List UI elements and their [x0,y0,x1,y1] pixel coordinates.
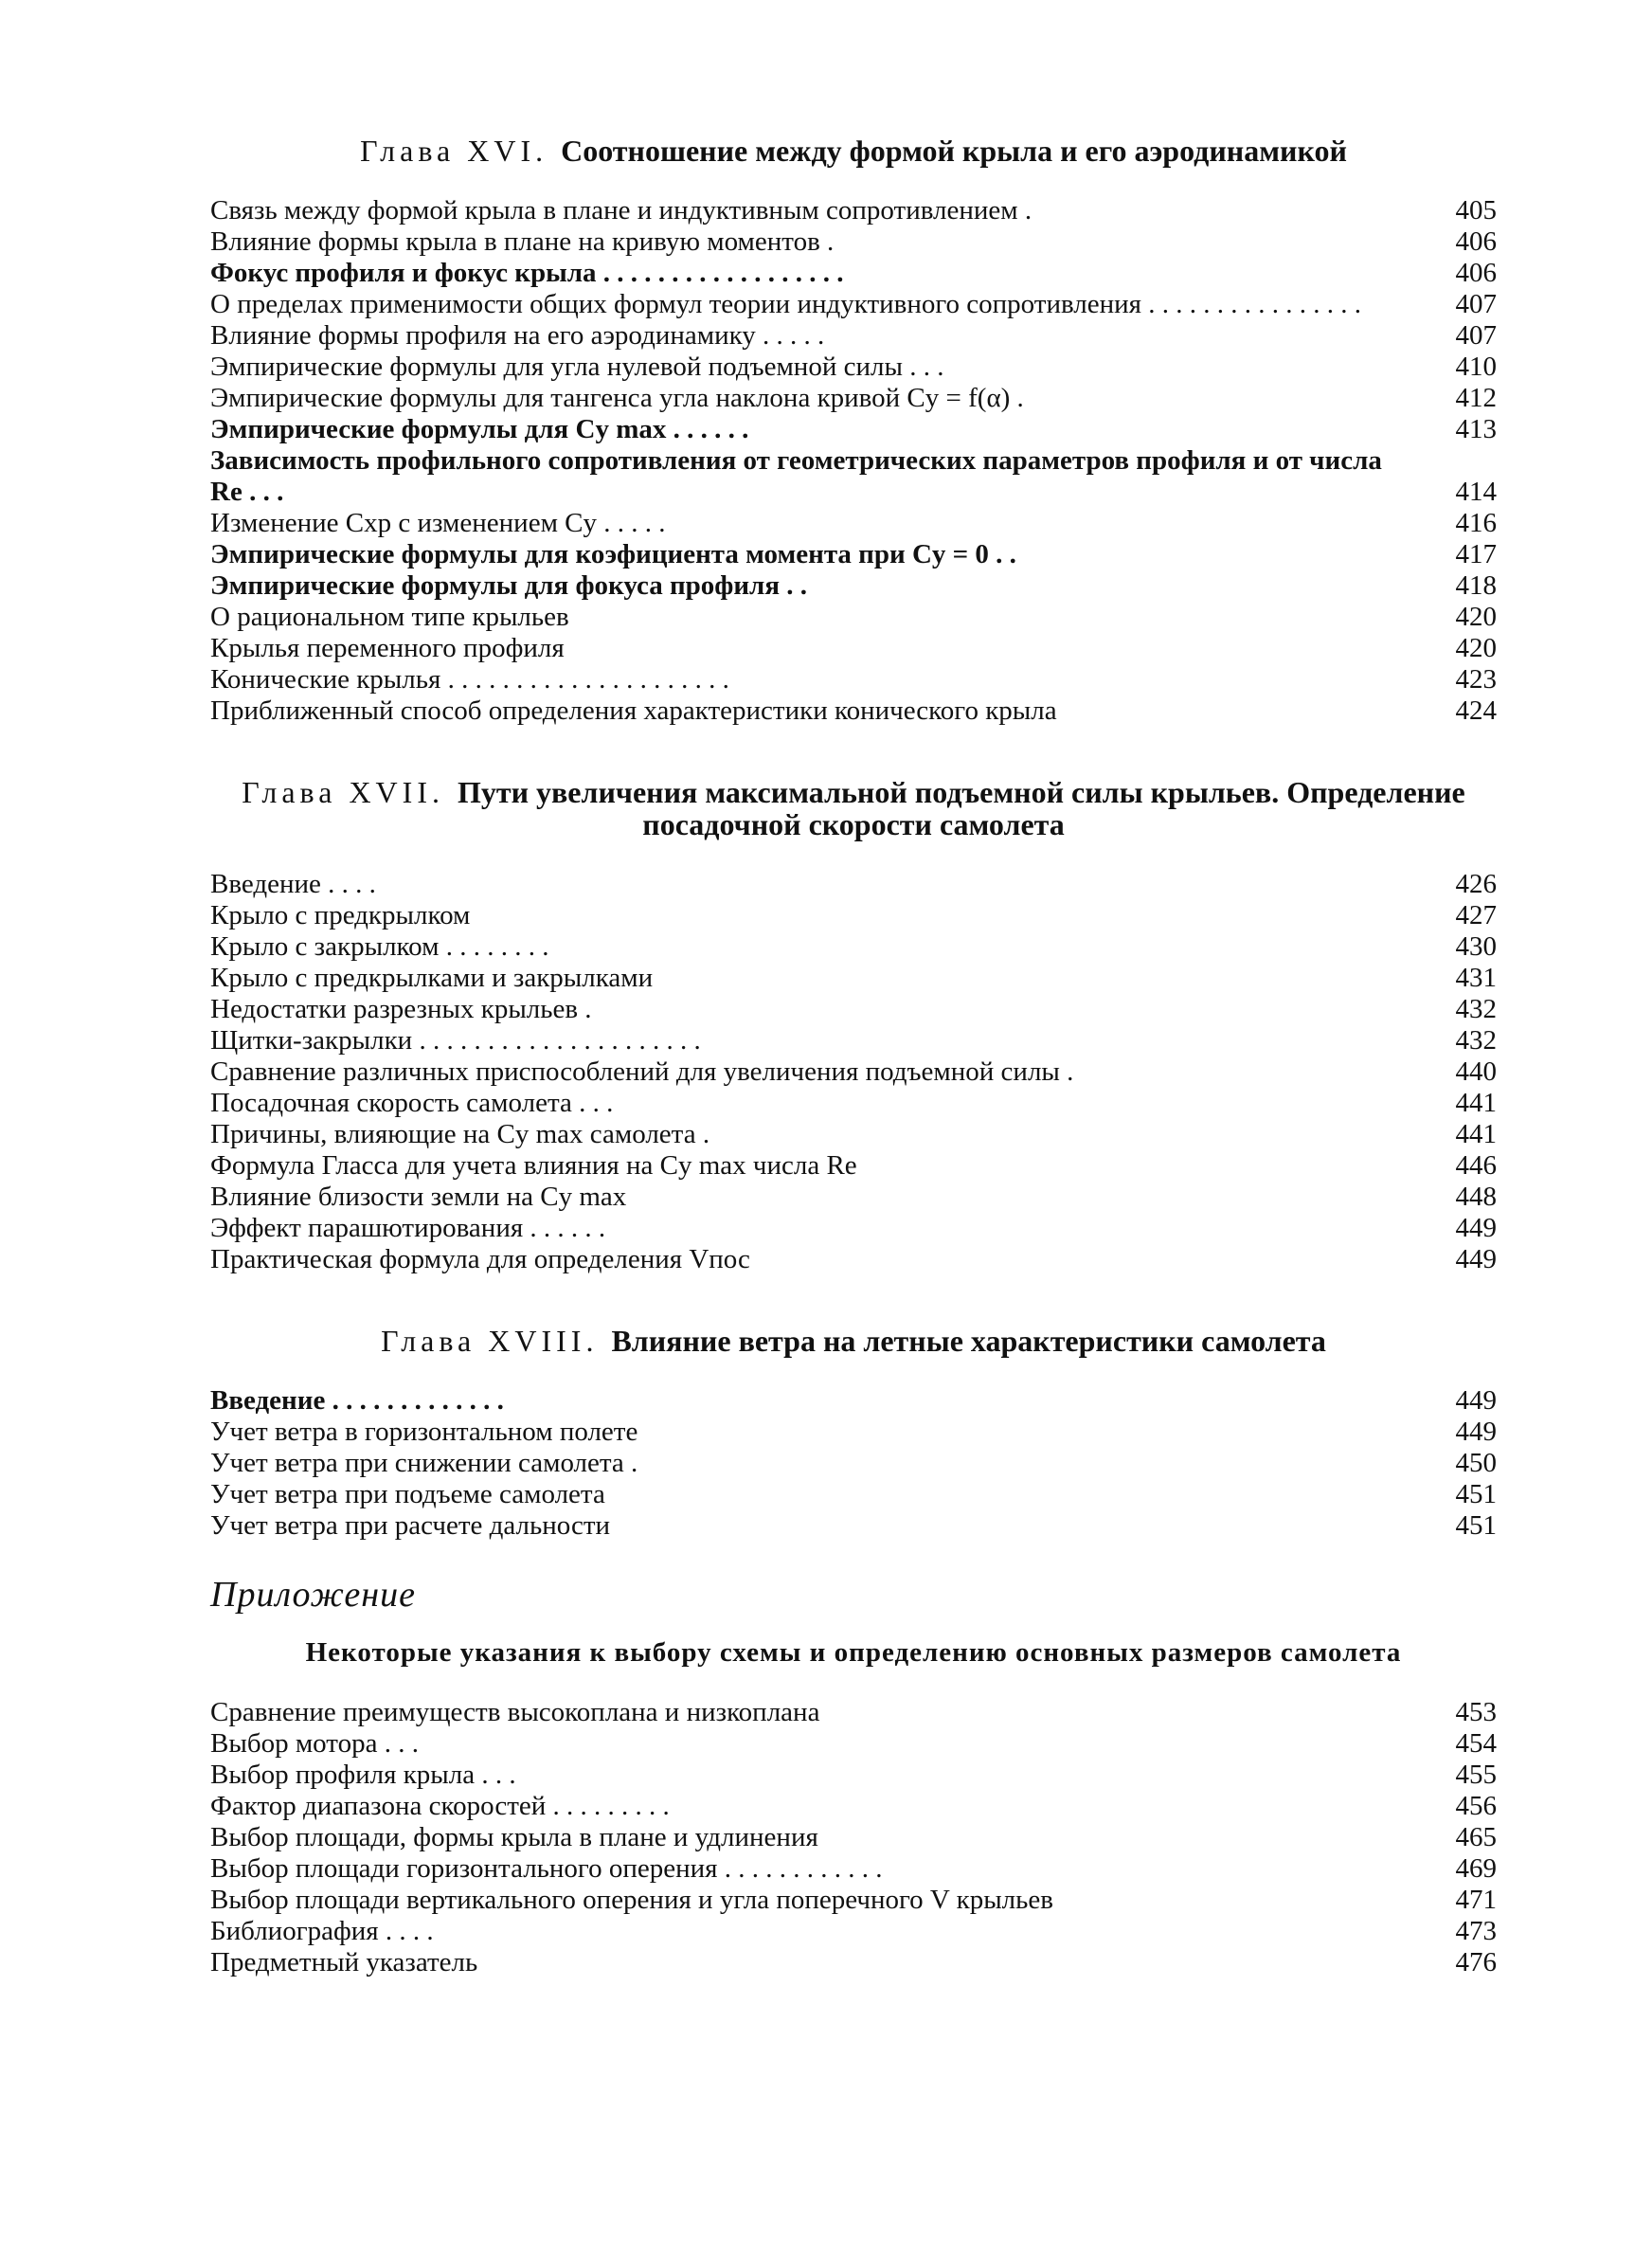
chapter-heading: Влияние ветра на летные характеристики самолета [611,1324,1326,1358]
entry-text: Выбор профиля крыла . . . [210,1760,516,1790]
entry-text: Фактор диапазона скоростей . . . . . . . . . [210,1791,670,1821]
toc-entry [210,226,1497,258]
entry-text: Изменение Cxp с изменением Cy . . . . . [210,508,666,538]
toc-entry [210,1025,1497,1056]
entry-text: Введение . . . . [210,869,376,899]
chapter-entries [210,869,1497,1275]
chapter-heading: Пути увеличения максимальной подъемной силы крыльев. Определение посадочной скорости самолета [457,775,1465,841]
appendix [210,1574,1497,1978]
toc-entry [210,900,1497,931]
toc-entry [210,1150,1497,1182]
toc-entry [210,445,1497,508]
entry-text: Крыло с предкрылком [210,900,471,930]
chapter-heading: Соотношение между формой крыла и его аэродинамикой [561,134,1347,168]
entry-text: Щитки-закрылки . . . . . . . . . . . . . . . . . . . . . [210,1025,701,1056]
toc-entry [210,289,1497,320]
toc-entry [210,383,1497,414]
entry-page: 454 [1455,1728,1497,1759]
entry-page: 410 [1455,352,1497,382]
toc-entry [210,1119,1497,1150]
entry-page: 449 [1455,1385,1497,1416]
toc-entry [210,695,1497,727]
entry-text: Введение . . . . . . . . . . . . . [210,1385,504,1416]
entry-text: Крылья переменного профиля [210,633,565,663]
entry-page: 426 [1455,869,1497,899]
entry-page: 430 [1455,931,1497,962]
entry-text: Учет ветра при расчете дальности [210,1510,611,1541]
toc-entry [210,1213,1497,1244]
entry-text: Выбор площади горизонтального оперения . . . . . . . . . . . . [210,1853,883,1884]
toc-entry [210,1510,1497,1542]
entry-page: 417 [1455,539,1497,569]
entry-text: Крыло с предкрылками и закрылками [210,963,654,993]
entry-page: 413 [1455,414,1497,444]
toc-entry [210,1728,1497,1760]
chapter-entries [210,1385,1497,1542]
toc-entry [210,1244,1497,1275]
entry-text: Зависимость профильного сопротивления от геометрических параметров профиля и от числа Re . . . [210,445,1382,507]
toc-entry [210,1697,1497,1728]
toc-entry [210,258,1497,289]
entry-text: Практическая формула для определения Vпос [210,1244,750,1274]
toc-entry [210,994,1497,1025]
appendix-title: Некоторые указания к выбору схемы и определению основных размеров самолета [305,1637,1402,1668]
toc-entry [210,1448,1497,1479]
entry-text: Эмпирические формулы для угла нулевой подъемной силы . . . [210,352,944,382]
toc-entry [210,1885,1497,1916]
chapter-title [210,135,1497,167]
toc-entry [210,1479,1497,1510]
toc-entry [210,1853,1497,1885]
toc-entry [210,320,1497,352]
entry-page: 451 [1455,1510,1497,1541]
chapter-16 [210,135,1497,727]
entry-page: 405 [1455,195,1497,226]
entry-text: Крыло с закрылком . . . . . . . . [210,931,549,962]
entry-text: Эффект парашютирования . . . . . . [210,1213,606,1243]
entry-text: Учет ветра при снижении самолета . [210,1448,638,1478]
toc-entry [210,602,1497,633]
entry-page: 432 [1455,1025,1497,1056]
toc-entry [210,1947,1497,1978]
entry-text: Влияние формы крыла в плане на кривую моментов . [210,226,835,257]
entry-page: 453 [1455,1697,1497,1727]
toc-entry [210,508,1497,539]
entry-page: 449 [1455,1244,1497,1274]
entry-page: 471 [1455,1885,1497,1915]
toc-entry [210,195,1497,226]
entry-text: Выбор мотора . . . [210,1728,419,1759]
entry-text: Учет ветра в горизонтальном полете [210,1417,638,1447]
toc-entry [210,1182,1497,1213]
entry-page: 427 [1455,900,1497,930]
entry-text: Выбор площади вертикального оперения и угла поперечного V крыльев [210,1885,1053,1915]
toc-entry [210,1822,1497,1853]
entry-page: 412 [1455,383,1497,413]
toc-entry [210,633,1497,664]
entry-page: 451 [1455,1479,1497,1509]
entry-text: Эмпирические формулы для коэфициента момента при Cy = 0 . . [210,539,1016,569]
entry-page: 432 [1455,994,1497,1024]
entry-text: О рациональном типе крыльев [210,602,569,632]
toc-entry [210,664,1497,695]
entry-text: Эмпирические формулы для тангенса угла наклона кривой Cy = f(α) . [210,383,1024,413]
entry-page: 448 [1455,1182,1497,1212]
toc-entry [210,1791,1497,1822]
chapter-label: Глава XVIII. [381,1324,599,1358]
entry-page: 424 [1455,695,1497,726]
entry-page: 441 [1455,1119,1497,1149]
appendix-label: Приложение [210,1575,416,1615]
entry-page: 420 [1455,633,1497,663]
toc-entry [210,1760,1497,1791]
entry-text: Конические крылья . . . . . . . . . . . . . . . . . . . . . [210,664,729,695]
chapter-entries [210,195,1497,727]
entry-text: Связь между формой крыла в плане и индуктивным сопротивлением . [210,195,1032,226]
entry-page: 440 [1455,1056,1497,1087]
entry-text: О пределах применимости общих формул теории индуктивного сопротивления . . . . . . . . . . . . . . . . [210,289,1362,319]
entry-text: Сравнение преимуществ высокоплана и низкоплана [210,1697,820,1727]
entry-page: 431 [1455,963,1497,993]
toc-entry [210,570,1497,602]
appendix-entries [210,1697,1497,1978]
toc-entry [210,931,1497,963]
entry-text: Библиография . . . . [210,1916,434,1946]
entry-page: 455 [1455,1760,1497,1790]
table-of-contents [210,135,1497,2028]
entry-page: 449 [1455,1417,1497,1447]
entry-page: 456 [1455,1791,1497,1821]
entry-text: Недостатки разрезных крыльев . [210,994,592,1024]
entry-page: 420 [1455,602,1497,632]
entry-page: 406 [1455,226,1497,257]
chapter-label: Глава XVII. [242,775,444,809]
entry-page: 476 [1455,1947,1497,1977]
toc-entry [210,1385,1497,1417]
toc-entry [210,963,1497,994]
toc-entry [210,1056,1497,1088]
entry-text: Приближенный способ определения характеристики конического крыла [210,695,1057,726]
entry-page: 423 [1455,664,1497,695]
toc-entry [210,539,1497,570]
entry-page: 407 [1455,289,1497,319]
entry-page: 416 [1455,508,1497,538]
entry-page: 441 [1455,1088,1497,1118]
entry-page: 407 [1455,320,1497,351]
chapter-title [210,776,1497,840]
entry-page: 449 [1455,1213,1497,1243]
entry-text: Причины, влияющие на Cy max самолета . [210,1119,710,1149]
entry-page: 473 [1455,1916,1497,1946]
entry-text: Эмпирические формулы для фокуса профиля . . [210,570,808,601]
entry-text: Эмпирические формулы для Cy max . . . . . . [210,414,749,444]
entry-page: 406 [1455,258,1497,288]
entry-page: 469 [1455,1853,1497,1884]
chapter-label: Глава XVI. [360,134,548,168]
toc-entry [210,1417,1497,1448]
toc-entry [210,869,1497,900]
entry-page: 446 [1455,1150,1497,1181]
entry-text: Влияние близости земли на Cy max [210,1182,627,1212]
entry-text: Учет ветра при подъеме самолета [210,1479,605,1509]
entry-page: 465 [1455,1822,1497,1852]
toc-entry [210,352,1497,383]
entry-text: Посадочная скорость самолета . . . [210,1088,614,1118]
toc-entry [210,414,1497,445]
chapter-17 [210,776,1497,1275]
entry-text: Выбор площади, формы крыла в плане и удлинения [210,1822,818,1852]
entry-text: Сравнение различных приспособлений для увеличения подъемной силы . [210,1056,1074,1087]
chapter-title [210,1325,1497,1357]
entry-page: 450 [1455,1448,1497,1478]
chapter-18 [210,1325,1497,1542]
toc-entry [210,1916,1497,1947]
entry-text: Фокус профиля и фокус крыла . . . . . . . . . . . . . . . . . . [210,258,844,288]
entry-text: Предметный указатель [210,1947,478,1977]
toc-entry [210,1088,1497,1119]
entry-text: Формула Гласса для учета влияния на Cy max числа Re [210,1150,857,1181]
entry-text: Влияние формы профиля на его аэродинамику . . . . . [210,320,825,351]
entry-page: 418 [1455,570,1497,601]
entry-page: 414 [1455,477,1497,507]
